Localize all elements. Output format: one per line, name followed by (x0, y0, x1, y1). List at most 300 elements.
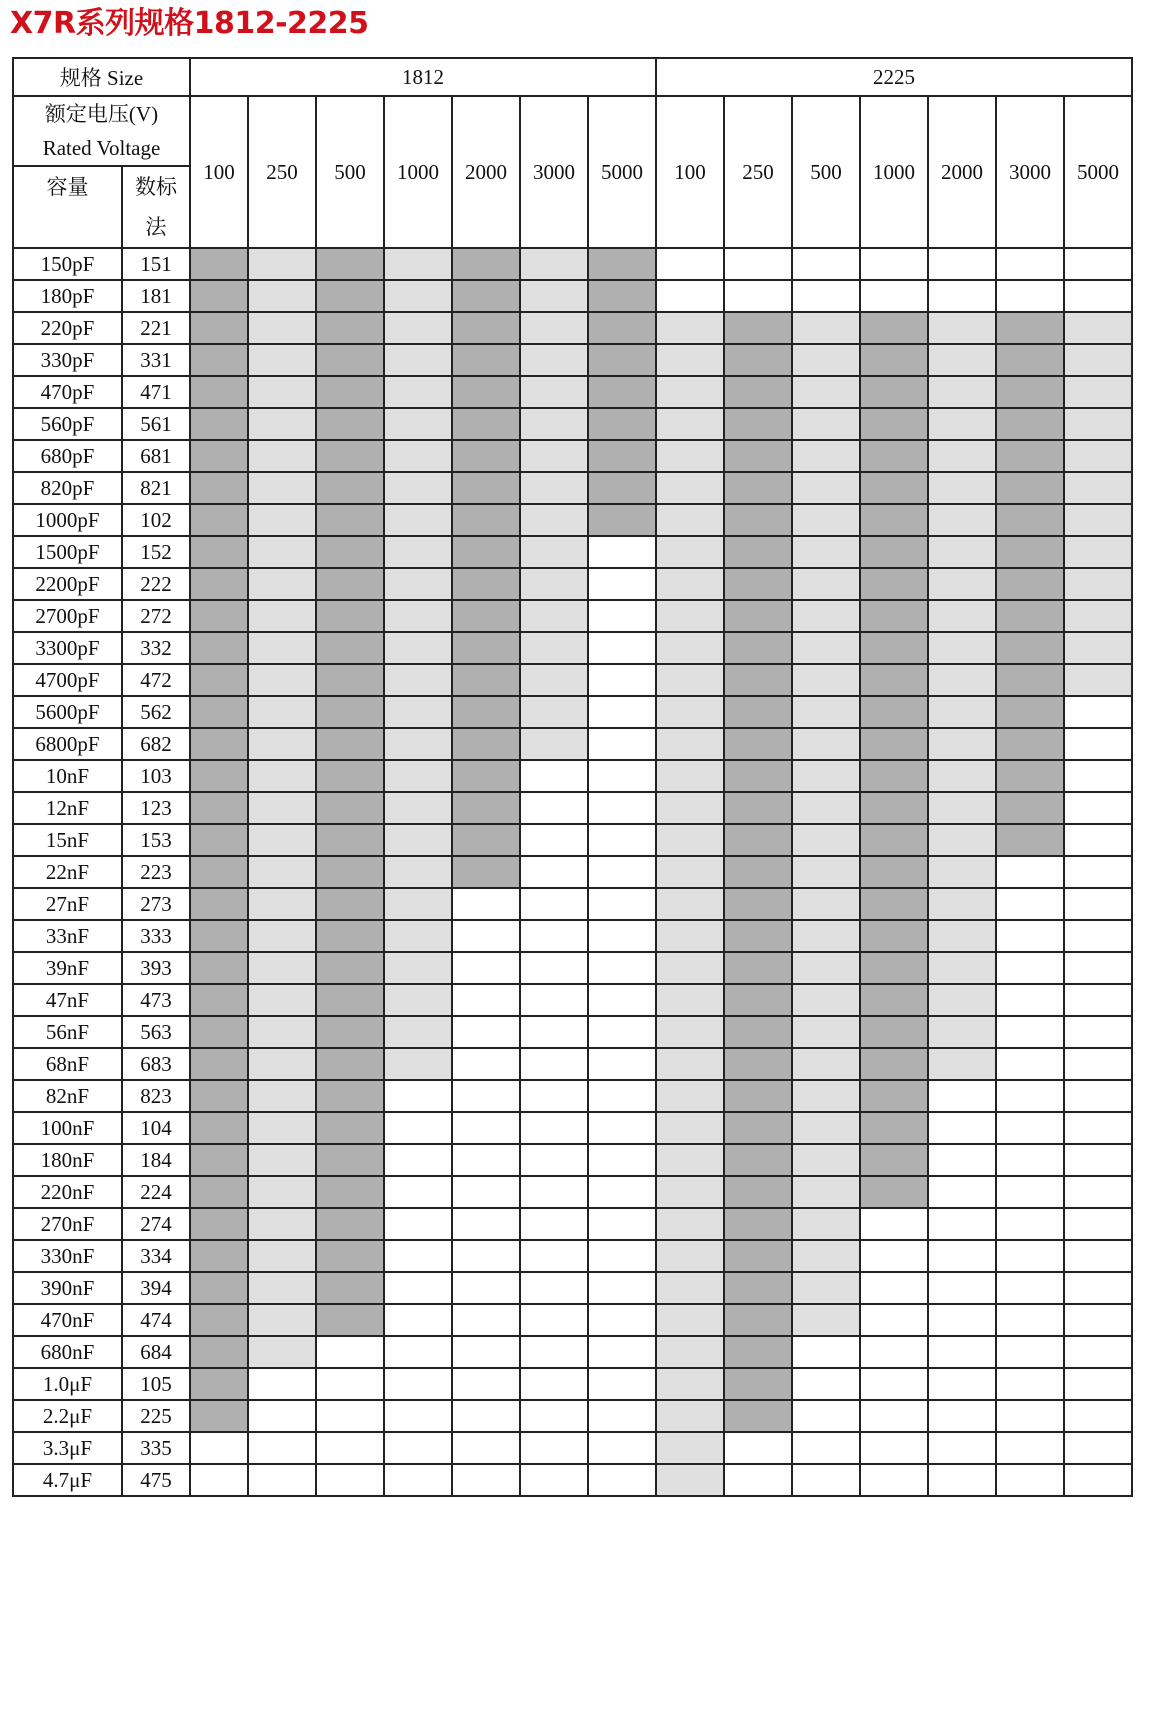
availability-cell (928, 1016, 996, 1048)
availability-cell (656, 1464, 724, 1496)
availability-cell (860, 1400, 928, 1432)
availability-cell (384, 1144, 452, 1176)
availability-cell (248, 1112, 316, 1144)
availability-cell (190, 1272, 248, 1304)
availability-cell (996, 1208, 1064, 1240)
availability-cell (190, 824, 248, 856)
availability-cell (384, 1368, 452, 1400)
availability-cell (316, 1080, 384, 1112)
availability-cell (1064, 248, 1132, 280)
availability-cell (316, 824, 384, 856)
availability-cell (452, 1176, 520, 1208)
availability-cell (724, 792, 792, 824)
availability-cell (860, 312, 928, 344)
table-row (13, 504, 1132, 536)
table-row (13, 664, 1132, 696)
availability-cell (520, 376, 588, 408)
availability-cell (1064, 472, 1132, 504)
availability-cell (1064, 280, 1132, 312)
availability-cell (792, 344, 860, 376)
table-row (13, 1048, 1132, 1080)
table-row (13, 1240, 1132, 1272)
availability-cell (724, 1304, 792, 1336)
availability-cell (996, 792, 1064, 824)
table-row (13, 536, 1132, 568)
availability-cell (792, 1336, 860, 1368)
availability-cell (190, 856, 248, 888)
availability-cell (724, 408, 792, 440)
code-cell: 684 (122, 1336, 190, 1368)
availability-cell (190, 1432, 248, 1464)
table-row (13, 696, 1132, 728)
availability-cell (588, 1048, 656, 1080)
availability-cell (996, 568, 1064, 600)
availability-cell (248, 1432, 316, 1464)
availability-cell (190, 408, 248, 440)
availability-cell (452, 600, 520, 632)
availability-cell (724, 952, 792, 984)
availability-cell (452, 760, 520, 792)
availability-cell (520, 472, 588, 504)
availability-cell (724, 344, 792, 376)
availability-cell (860, 1208, 928, 1240)
availability-cell (248, 1176, 316, 1208)
availability-cell (928, 536, 996, 568)
availability-cell (520, 984, 588, 1016)
availability-cell (190, 280, 248, 312)
availability-cell (248, 1336, 316, 1368)
availability-cell (588, 504, 656, 536)
availability-cell (384, 472, 452, 504)
availability-cell (928, 1048, 996, 1080)
rated-voltage-en: Rated Voltage (42, 136, 161, 160)
availability-cell (996, 1080, 1064, 1112)
code-cell: 561 (122, 408, 190, 440)
code-cell: 224 (122, 1176, 190, 1208)
code-cell: 153 (122, 824, 190, 856)
availability-cell (656, 1176, 724, 1208)
availability-cell (248, 1464, 316, 1496)
code-label-top: 数标 (135, 175, 177, 199)
availability-cell (316, 376, 384, 408)
availability-cell (316, 408, 384, 440)
availability-cell (860, 472, 928, 504)
availability-cell (452, 504, 520, 536)
table-row (13, 728, 1132, 760)
availability-cell (588, 1176, 656, 1208)
availability-cell (792, 472, 860, 504)
availability-cell (860, 920, 928, 952)
code-cell: 471 (122, 376, 190, 408)
availability-cell (588, 312, 656, 344)
availability-cell (588, 600, 656, 632)
code-cell: 104 (122, 1112, 190, 1144)
availability-cell (1064, 1048, 1132, 1080)
availability-cell (792, 952, 860, 984)
availability-cell (1064, 344, 1132, 376)
availability-cell (928, 568, 996, 600)
availability-cell (996, 440, 1064, 472)
availability-cell (384, 1400, 452, 1432)
capacity-cell: 270nF (13, 1208, 122, 1240)
table-row (13, 1016, 1132, 1048)
availability-cell (588, 1208, 656, 1240)
availability-cell (520, 1240, 588, 1272)
code-cell: 563 (122, 1016, 190, 1048)
availability-cell (190, 344, 248, 376)
availability-cell (792, 1464, 860, 1496)
code-label (122, 166, 190, 248)
table-row (13, 248, 1132, 280)
availability-cell (656, 1112, 724, 1144)
capacity-cell: 3.3μF (13, 1432, 122, 1464)
availability-cell (860, 1240, 928, 1272)
table-row (13, 1304, 1132, 1336)
availability-cell (384, 920, 452, 952)
availability-cell (588, 696, 656, 728)
availability-cell (248, 1240, 316, 1272)
availability-cell (656, 600, 724, 632)
availability-cell (452, 664, 520, 696)
availability-cell (656, 376, 724, 408)
availability-cell (588, 1464, 656, 1496)
rated-voltage-label (13, 96, 190, 166)
spec-table (12, 57, 1133, 1497)
availability-cell (928, 408, 996, 440)
availability-cell (316, 888, 384, 920)
availability-cell (452, 728, 520, 760)
availability-cell (860, 1464, 928, 1496)
availability-cell (520, 1432, 588, 1464)
table-row (13, 376, 1132, 408)
code-cell: 821 (122, 472, 190, 504)
availability-cell (1064, 632, 1132, 664)
capacity-cell: 680nF (13, 1336, 122, 1368)
availability-cell (928, 1176, 996, 1208)
availability-cell (588, 1080, 656, 1112)
availability-cell (996, 1432, 1064, 1464)
availability-cell (588, 760, 656, 792)
availability-cell (588, 248, 656, 280)
availability-cell (452, 248, 520, 280)
availability-cell (792, 1368, 860, 1400)
capacity-cell: 15nF (13, 824, 122, 856)
code-cell: 102 (122, 504, 190, 536)
availability-cell (384, 1464, 452, 1496)
code-cell: 103 (122, 760, 190, 792)
availability-cell (928, 472, 996, 504)
availability-cell (520, 280, 588, 312)
availability-cell (724, 1016, 792, 1048)
availability-cell (656, 1144, 724, 1176)
availability-cell (656, 536, 724, 568)
availability-cell (452, 1240, 520, 1272)
availability-cell (928, 632, 996, 664)
availability-cell (520, 440, 588, 472)
capacity-cell: 27nF (13, 888, 122, 920)
code-cell: 475 (122, 1464, 190, 1496)
availability-cell (190, 1464, 248, 1496)
availability-cell (384, 632, 452, 664)
availability-cell (190, 568, 248, 600)
availability-cell (996, 248, 1064, 280)
size-label: 规格 Size (13, 58, 190, 96)
availability-cell (724, 1048, 792, 1080)
availability-cell (248, 632, 316, 664)
availability-cell (996, 1304, 1064, 1336)
code-cell: 222 (122, 568, 190, 600)
availability-cell (996, 664, 1064, 696)
availability-cell (1064, 1304, 1132, 1336)
availability-cell (1064, 408, 1132, 440)
availability-cell (792, 1176, 860, 1208)
availability-cell (1064, 536, 1132, 568)
availability-cell (1064, 1112, 1132, 1144)
availability-cell (452, 1368, 520, 1400)
availability-cell (316, 632, 384, 664)
availability-cell (316, 280, 384, 312)
availability-cell (1064, 664, 1132, 696)
availability-cell (384, 760, 452, 792)
table-row (13, 984, 1132, 1016)
code-cell: 683 (122, 1048, 190, 1080)
availability-cell (588, 888, 656, 920)
voltage-header: 100 (190, 96, 248, 248)
availability-cell (248, 1304, 316, 1336)
capacity-cell: 4700pF (13, 664, 122, 696)
availability-cell (656, 1048, 724, 1080)
table-row (13, 1080, 1132, 1112)
availability-cell (996, 1272, 1064, 1304)
voltage-header: 2000 (928, 96, 996, 248)
availability-cell (1064, 792, 1132, 824)
availability-cell (384, 664, 452, 696)
availability-cell (656, 1080, 724, 1112)
availability-cell (588, 408, 656, 440)
code-cell: 184 (122, 1144, 190, 1176)
availability-cell (316, 664, 384, 696)
availability-cell (316, 1400, 384, 1432)
table-row (13, 1432, 1132, 1464)
availability-cell (996, 760, 1064, 792)
availability-cell (452, 1112, 520, 1144)
capacity-cell: 390nF (13, 1272, 122, 1304)
availability-cell (520, 344, 588, 376)
code-cell: 331 (122, 344, 190, 376)
availability-cell (792, 920, 860, 952)
availability-cell (792, 632, 860, 664)
availability-cell (656, 1400, 724, 1432)
availability-cell (588, 344, 656, 376)
code-cell: 221 (122, 312, 190, 344)
availability-cell (1064, 1368, 1132, 1400)
availability-cell (248, 280, 316, 312)
availability-cell (520, 1336, 588, 1368)
availability-cell (860, 632, 928, 664)
availability-cell (656, 728, 724, 760)
availability-cell (1064, 1432, 1132, 1464)
availability-cell (860, 1016, 928, 1048)
availability-cell (656, 408, 724, 440)
availability-cell (588, 856, 656, 888)
availability-cell (248, 984, 316, 1016)
availability-cell (248, 856, 316, 888)
availability-cell (656, 568, 724, 600)
availability-cell (190, 312, 248, 344)
table-row (13, 920, 1132, 952)
code-cell: 472 (122, 664, 190, 696)
availability-cell (588, 440, 656, 472)
availability-cell (724, 248, 792, 280)
availability-cell (384, 536, 452, 568)
availability-cell (1064, 728, 1132, 760)
availability-cell (452, 1272, 520, 1304)
availability-cell (190, 1016, 248, 1048)
availability-cell (724, 888, 792, 920)
availability-cell (860, 440, 928, 472)
code-cell: 682 (122, 728, 190, 760)
table-row (13, 280, 1132, 312)
availability-cell (656, 312, 724, 344)
availability-cell (1064, 984, 1132, 1016)
availability-cell (928, 504, 996, 536)
availability-cell (248, 248, 316, 280)
capacity-cell: 330pF (13, 344, 122, 376)
code-cell: 105 (122, 1368, 190, 1400)
code-label-bottom: 法 (145, 215, 167, 239)
availability-cell (190, 536, 248, 568)
availability-cell (520, 568, 588, 600)
availability-cell (190, 1112, 248, 1144)
table-row (13, 1144, 1132, 1176)
availability-cell (248, 472, 316, 504)
voltage-header: 500 (316, 96, 384, 248)
availability-cell (588, 1432, 656, 1464)
availability-cell (588, 920, 656, 952)
capacity-cell: 39nF (13, 952, 122, 984)
availability-cell (656, 1304, 724, 1336)
capacity-cell: 330nF (13, 1240, 122, 1272)
code-cell: 181 (122, 280, 190, 312)
availability-cell (248, 1016, 316, 1048)
availability-cell (384, 856, 452, 888)
availability-cell (724, 504, 792, 536)
availability-cell (520, 248, 588, 280)
availability-cell (1064, 856, 1132, 888)
capacity-cell: 10nF (13, 760, 122, 792)
availability-cell (724, 1432, 792, 1464)
availability-cell (190, 1368, 248, 1400)
availability-cell (724, 856, 792, 888)
table-row (13, 600, 1132, 632)
availability-cell (996, 312, 1064, 344)
availability-cell (190, 728, 248, 760)
availability-cell (452, 984, 520, 1016)
availability-cell (860, 1048, 928, 1080)
availability-cell (452, 920, 520, 952)
capacity-cell: 68nF (13, 1048, 122, 1080)
availability-cell (656, 504, 724, 536)
availability-cell (656, 792, 724, 824)
code-cell: 474 (122, 1304, 190, 1336)
availability-cell (520, 312, 588, 344)
availability-cell (656, 440, 724, 472)
availability-cell (190, 472, 248, 504)
availability-cell (724, 1208, 792, 1240)
availability-cell (792, 440, 860, 472)
availability-cell (316, 248, 384, 280)
availability-cell (316, 728, 384, 760)
availability-cell (452, 792, 520, 824)
code-cell: 562 (122, 696, 190, 728)
table-row (13, 312, 1132, 344)
voltage-header: 250 (724, 96, 792, 248)
availability-cell (996, 280, 1064, 312)
table-row (13, 1208, 1132, 1240)
capacity-cell: 4.7μF (13, 1464, 122, 1496)
availability-cell (996, 1016, 1064, 1048)
availability-cell (656, 1208, 724, 1240)
availability-cell (452, 568, 520, 600)
availability-cell (248, 1368, 316, 1400)
voltage-header: 2000 (452, 96, 520, 248)
table-row (13, 344, 1132, 376)
availability-cell (316, 504, 384, 536)
availability-cell (248, 696, 316, 728)
capacity-cell: 1500pF (13, 536, 122, 568)
availability-cell (384, 504, 452, 536)
availability-cell (996, 1112, 1064, 1144)
availability-cell (656, 664, 724, 696)
availability-cell (928, 696, 996, 728)
availability-cell (384, 824, 452, 856)
availability-cell (520, 632, 588, 664)
availability-cell (316, 1208, 384, 1240)
code-cell: 272 (122, 600, 190, 632)
availability-cell (1064, 1272, 1132, 1304)
availability-cell (860, 1112, 928, 1144)
availability-cell (190, 1144, 248, 1176)
availability-cell (190, 920, 248, 952)
availability-cell (316, 760, 384, 792)
availability-cell (996, 728, 1064, 760)
code-cell: 393 (122, 952, 190, 984)
availability-cell (316, 1240, 384, 1272)
table-row (13, 1176, 1132, 1208)
table-row (13, 472, 1132, 504)
availability-cell (724, 920, 792, 952)
availability-cell (248, 536, 316, 568)
availability-cell (316, 472, 384, 504)
availability-cell (1064, 1240, 1132, 1272)
availability-cell (860, 792, 928, 824)
availability-cell (588, 1144, 656, 1176)
availability-cell (860, 824, 928, 856)
availability-cell (190, 1304, 248, 1336)
availability-cell (996, 632, 1064, 664)
code-cell: 823 (122, 1080, 190, 1112)
availability-cell (792, 1432, 860, 1464)
availability-cell (520, 1400, 588, 1432)
table-row (13, 856, 1132, 888)
availability-cell (656, 920, 724, 952)
availability-cell (520, 952, 588, 984)
availability-cell (860, 248, 928, 280)
availability-cell (860, 344, 928, 376)
availability-cell (452, 1144, 520, 1176)
availability-cell (860, 1336, 928, 1368)
availability-cell (248, 664, 316, 696)
